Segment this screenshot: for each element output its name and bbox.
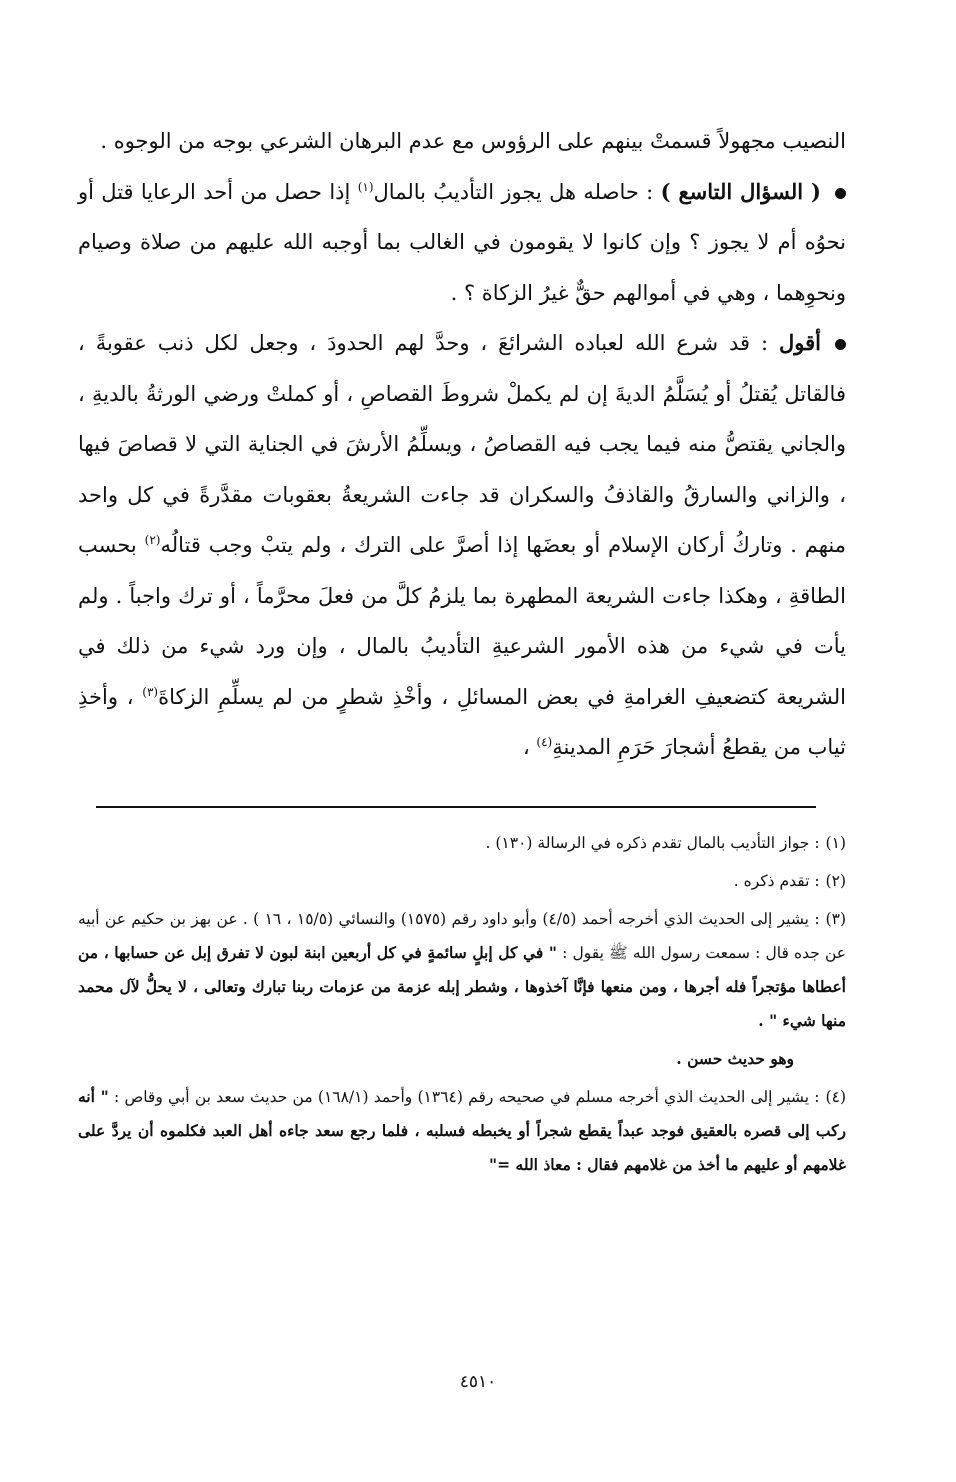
paragraph-continuation xyxy=(78,116,846,167)
bullet-icon xyxy=(835,188,846,199)
answer-text-part-d: ، xyxy=(522,735,530,759)
footnote-2-number: (٢) xyxy=(825,872,846,890)
footnote-1-number: (١) xyxy=(825,834,846,852)
answer-paragraph xyxy=(78,318,846,773)
footnote-ref-4: (٤) xyxy=(536,735,553,749)
footnote-ref-3: (٣) xyxy=(142,684,159,699)
footnote-1 xyxy=(78,826,846,860)
answer-text-part-a: : قد شرع الله لعباده الشرائعَ ، وحدَّ لهم الحدودَ ، وجعل لكل ذنب عقوبةً ، فالقاتل يُقتلُ أو يُسَلَّمُ الديةَ إن لم يكملْ شروطَ القصاصِ ، أو كملتْ ورضي الورثةُ بالديةِ ، والجاني يقتصُّ منه فيما يجب فيه القصاصُ ، ويسلِّمُ الأرشَ في الجناية التي لا قصاصَ فيها ، والزاني والسارقُ والقاذفُ والسكران قد جاءت الشريعةُ بعقوبات مقدَّرةً في كل واحد منهم . وتاركُ أركان الإسلام أو بعضَها إذا أصرَّ على الترك ، ولم يتبْ وجب قتالُه xyxy=(78,331,846,557)
footnote-ref-2: (٢) xyxy=(144,533,161,547)
footnote-2-text: : تقدم ذكره . xyxy=(733,872,820,890)
question-paragraph xyxy=(78,167,846,319)
answer-heading: أقول xyxy=(779,330,821,355)
main-body-text xyxy=(78,116,846,773)
footnote-3-number: (٣) xyxy=(825,910,846,928)
footnote-4 xyxy=(78,1080,846,1182)
paragraph-continuation-text: النصيب مجهولاً قسمتْ بينهم على الرؤوس مع عدم البرهان الشرعي بوجه من الوجوه . xyxy=(100,129,846,153)
page-number: ٤٥١٠ xyxy=(459,1372,497,1392)
answer-text-part-c: ، وأخذِ ثياب من يقطعُ أشجارَ حَرَمِ المدينةِ xyxy=(78,684,846,759)
footnote-ref-1: (١) xyxy=(357,179,374,194)
footnote-4-text: : يشير إلى الحديث الذي أخرجه مسلم في صحيحه رقم (١٣٦٤) وأحمد (١٦٨/١) من حديث سعد بن أبي وقاص : xyxy=(113,1088,820,1106)
footnote-3-text: : يشير إلى الحديث الذي أخرجه أحمد (٤/٥) وأبو داود رقم (١٥٧٥) والنسائي (١٥/٥ ، ١٦ ) . عن بهز بن حكيم عن أبيه عن جده قال : سمعت رسول الله ﷺ يقول : xyxy=(78,910,846,962)
question-text-part-b: إذا حصل من أحد الرعايا قتل أو نحوُه أم لا يجوز ؟ وإن كانوا لا يقومون في الغالب بما أوجبه الله عليهم من صلاة وصيام ونحوِهما ، وهي في أموالهم حقٌّ غيرُ الزكاة ؟ . xyxy=(78,179,846,305)
question-heading: ( السؤال التاسع ) xyxy=(660,178,821,204)
footnote-divider xyxy=(96,806,816,808)
footnote-2 xyxy=(78,864,846,898)
bullet-icon xyxy=(835,339,846,350)
footnote-1-text: : جواز التأديب بالمال تقدم ذكره في الرسالة (١٣٠) . xyxy=(485,834,820,852)
answer-text-part-b: بحسب الطاقةِ ، وهكذا جاءت الشريعة المطهرة بما يلزمُ كلَّ من فعلَ محرَّماً ، أو ترك واجباً . ولم يأت في شيء من هذه الأمور الشرعيةِ التأديبُ بالمال ، وإن ورد شيء من ذلك في الشريعة كتضعيفِ الغرامةِ في بعض المسائلِ ، وأخْذِ شطرٍ من لم يسلِّمِ الزكاةَ xyxy=(78,533,846,709)
footnote-3-grade: وهو حديث حسن . xyxy=(676,1049,794,1068)
question-text-part-a: : حاصله هل يجوز التأديبُ بالمال xyxy=(373,179,654,204)
footnote-4-number: (٤) xyxy=(825,1088,846,1106)
footnote-3-hadith-quote: " في كل إبلٍ سائمةٍ في كل أربعين ابنة لبون لا تفرق إبل عن حسابها ، من أعطاها مؤتجراً فله أجرها ، ومن منعها فإنَّا آخذوها ، وشطر إبله عزمة من عزمات ربنا تبارك وتعالى ، لا يحلُّ لآل محمد منها شيء " . xyxy=(78,943,846,1030)
footnote-4-hadith-quote: " أنه ركب إلى قصره بالعقيق فوجد عبداً يقطع شجراً أو يخبطه فسلبه ، فلما رجع سعد جاءه أهل العبد فكلموه أن يردَّ على غلامهم أو عليهم ما أخذ من غلامهم فقال : معاذ الله =" xyxy=(78,1087,846,1174)
footnote-3 xyxy=(78,902,846,1038)
footnotes-section xyxy=(78,826,846,1186)
